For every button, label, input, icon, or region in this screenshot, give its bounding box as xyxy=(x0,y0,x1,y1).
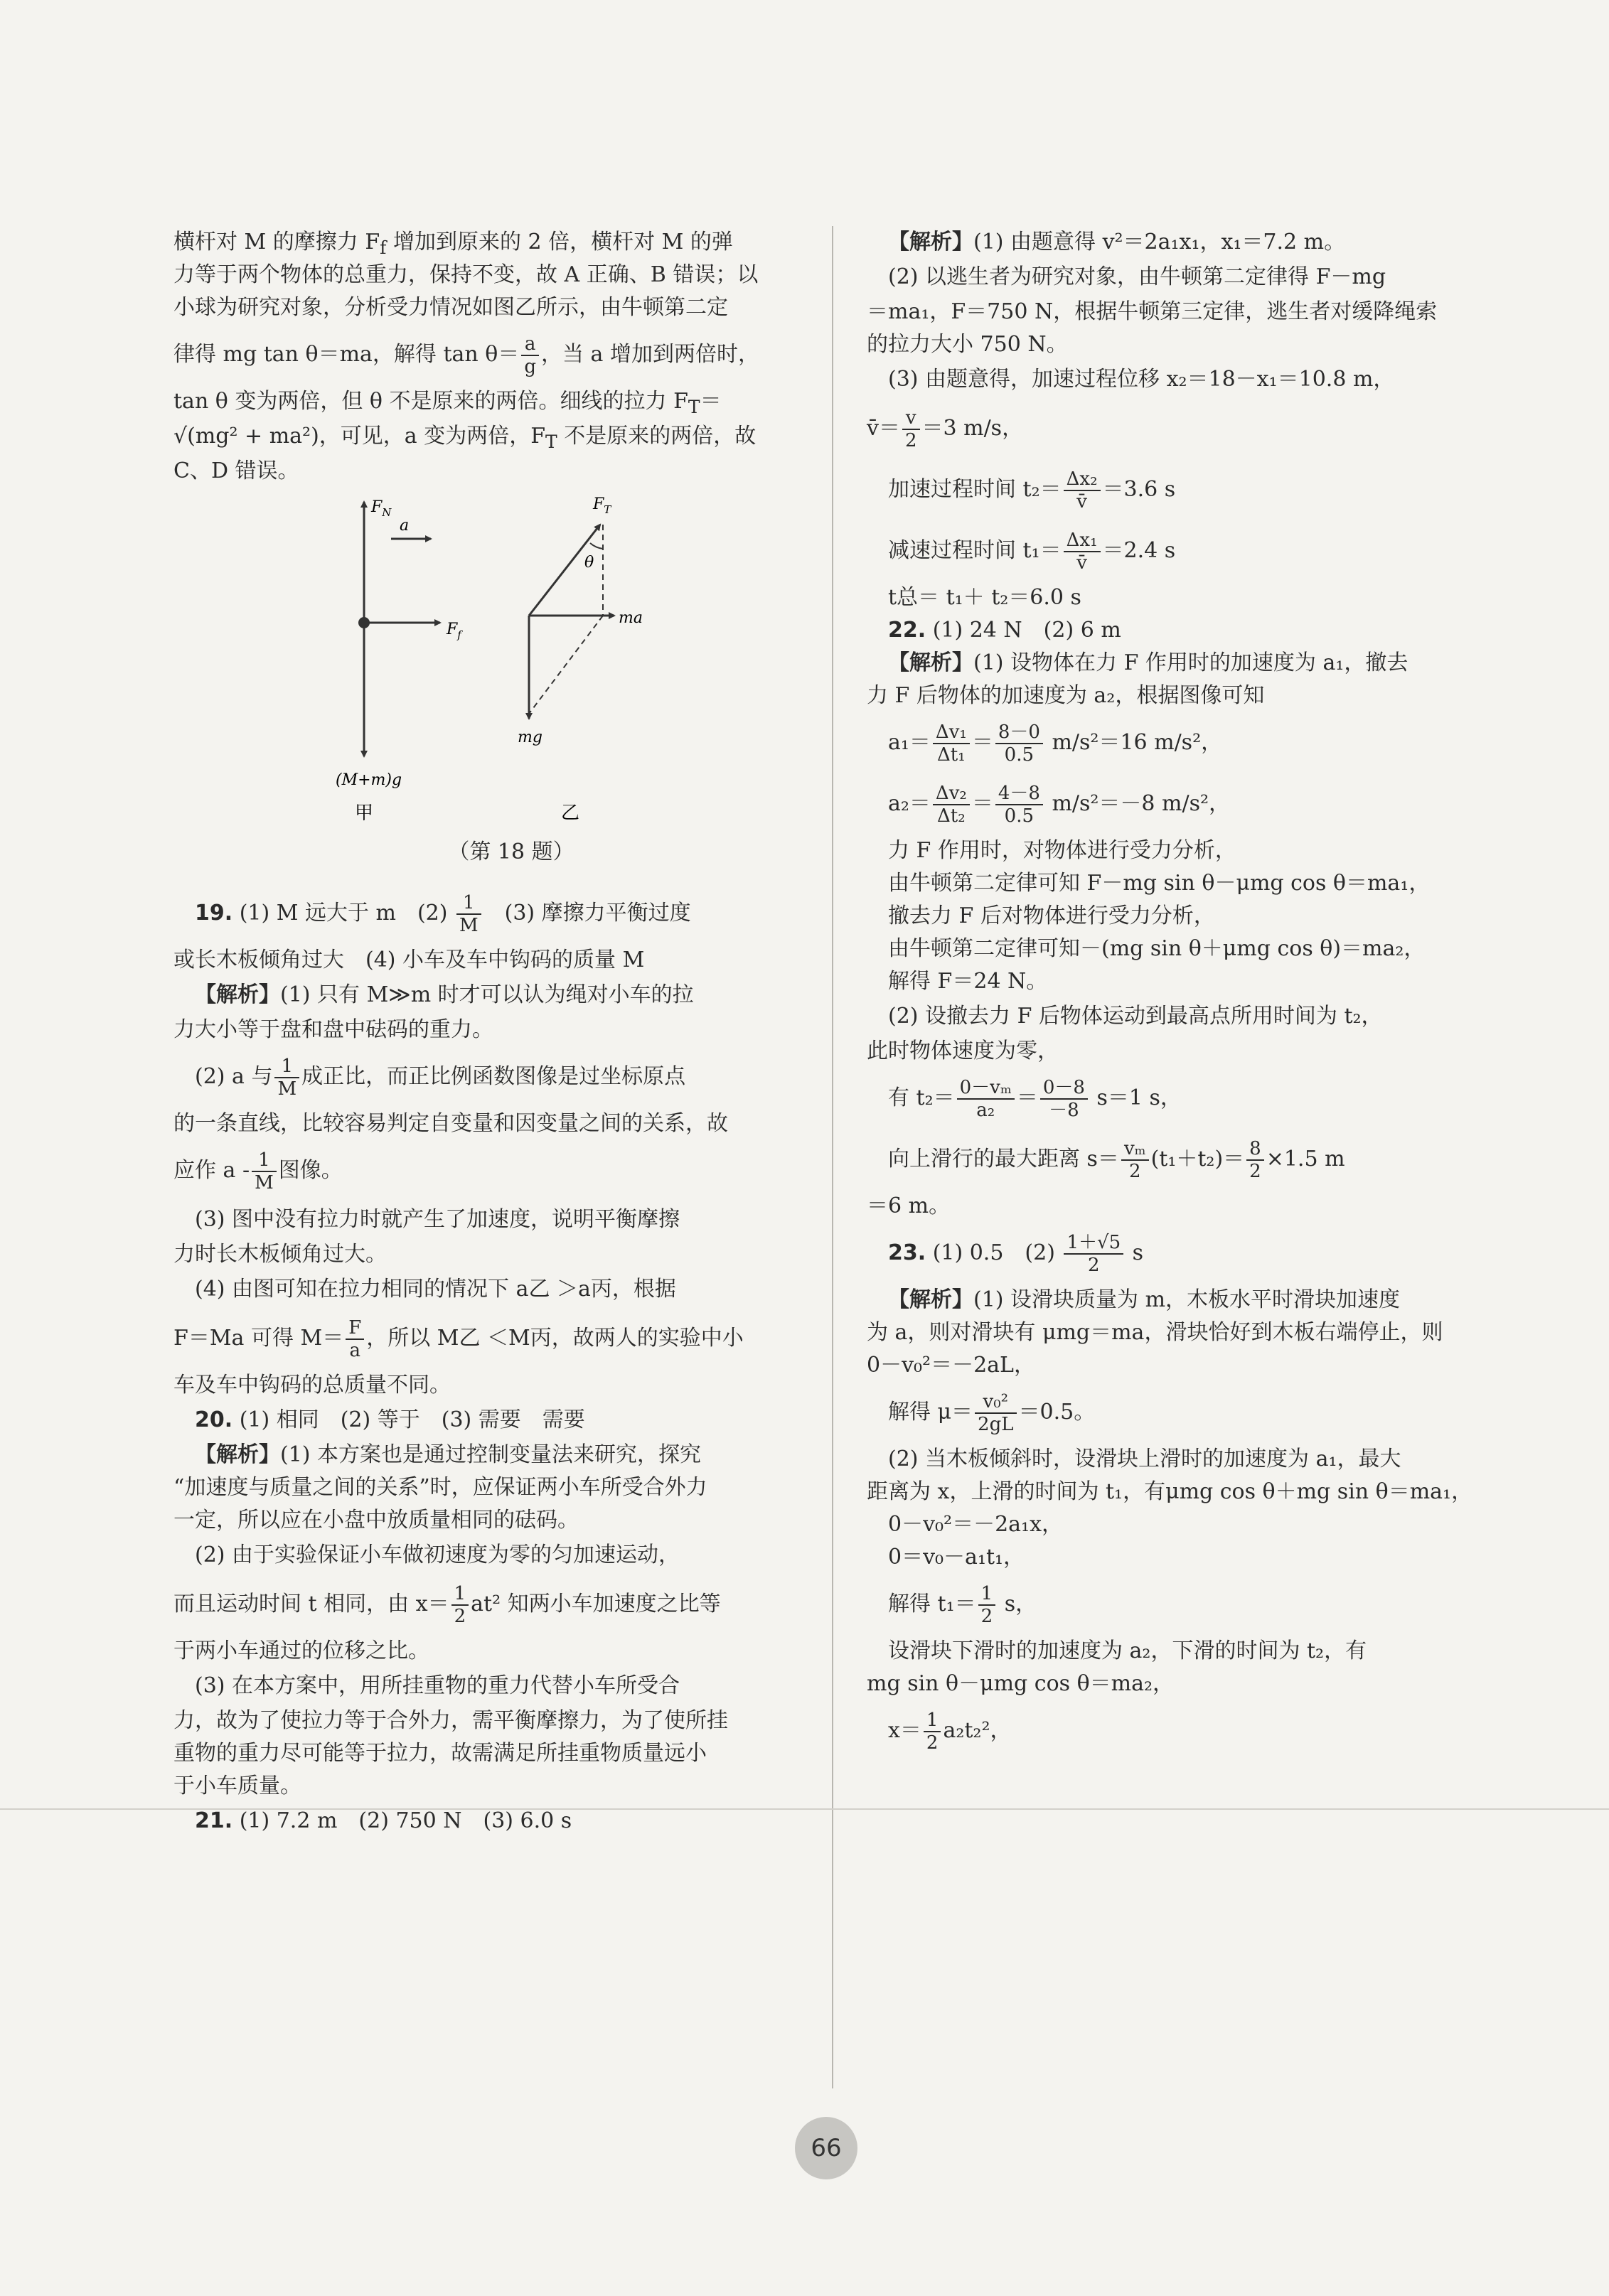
page-number: 66 xyxy=(795,2117,857,2179)
text-line: 车及车中钩码的总质量不同。 xyxy=(173,1373,451,1398)
text-line: x＝ $\frac{1}{2}$ a₂t₂²， xyxy=(888,1710,1012,1754)
text-line: “加速度与质量之间的关系”时，应保证两小车所受合外力 xyxy=(173,1475,707,1500)
fraction: $\frac{1}{2}$ xyxy=(451,1583,469,1627)
text-line: 的拉力大小 750 N。 xyxy=(867,332,1068,357)
label-weight: (M+m)g xyxy=(336,771,402,789)
fraction: $\frac{\text{Δv₂}}{\text{Δt₂}}$ xyxy=(933,783,970,827)
text-line: (2) 以逃生者为研究对象，由牛顿第二定律得 F－mg xyxy=(888,264,1386,289)
text-line: 律得 mg tan θ＝ma，解得 tan θ＝ $\frac{a}{g}$ ，当 a 增加到两倍时， xyxy=(173,333,759,377)
fraction: $\frac{\text{Δx₂}}{v̄}$ xyxy=(1064,468,1101,513)
text-line: 解得 t₁＝ $\frac{1}{2}$ s， xyxy=(888,1583,1037,1627)
text-line: t总＝ t₁＋ t₂＝6.0 s xyxy=(888,585,1081,610)
text-line: 此时物体速度为零， xyxy=(867,1039,1059,1063)
force-diagram xyxy=(173,488,806,836)
body-point xyxy=(358,617,370,628)
text-line: 0－v₀²＝－2a₁x， xyxy=(888,1512,1064,1537)
text-line: 【解析】(1) 只有 M≫m 时才可以认为绳对小车的拉 xyxy=(195,982,694,1007)
text-line: 应作 a - $\frac{1}{M}$ 图像。 xyxy=(173,1149,343,1193)
text-line: 而且运动时间 t 相同，由 x＝ $\frac{1}{2}$ at² 知两小车加速度之比等 xyxy=(173,1583,721,1627)
fraction: $\frac{v}{2}$ xyxy=(902,407,920,451)
fraction: $\frac{1}{M}$ xyxy=(252,1149,277,1193)
fraction: $\frac{1}{M}$ xyxy=(456,892,481,936)
fraction: $\frac{1}{2}$ xyxy=(924,1710,941,1754)
text-line: 向上滑行的最大距离 s＝ $\frac{\text{vₘ}}{2}$ (t₁＋t₂)＝ $\frac{8}{2}$ ×1.5 m xyxy=(888,1138,1345,1182)
text-line: (2) 由于实验保证小车做初速度为零的匀加速运动， xyxy=(195,1543,680,1567)
text-line: (3) 由题意得，加速过程位移 x₂＝18－x₁＝10.8 m， xyxy=(888,367,1395,392)
text-line: (2) 当木板倾斜时，设滑块上滑时的加速度为 a₁，最大 xyxy=(888,1447,1401,1471)
text-line: (3) 在本方案中，用所挂重物的重力代替小车所受合 xyxy=(195,1673,680,1698)
diagram-jia xyxy=(336,498,463,824)
answer-21: 21. (1) 7.2 m (2) 750 N (3) 6.0 s xyxy=(195,1808,572,1833)
text-line: 解得 F＝24 N。 xyxy=(888,969,1048,994)
text-line: 【解析】(1) 本方案也是通过控制变量法来研究，探究 xyxy=(195,1442,702,1467)
text-line: F＝Ma 可得 M＝ $\frac{F}{a}$ ，所以 M乙 ＜M丙，故两人的实验中小 xyxy=(173,1317,744,1361)
text-line: 由牛顿第二定律可知 F－mg sin θ－μmg cos θ＝ma₁， xyxy=(888,871,1431,896)
text-line: 距离为 x，上滑的时间为 t₁，有μmg cos θ＋mg sin θ＝ma₁， xyxy=(867,1479,1473,1504)
text-line: a₂＝ $\frac{\text{Δv₂}}{\text{Δt₂}}$ ＝ $\frac{4-8}{0.5}$ m/s²＝－8 m/s²， xyxy=(888,783,1231,827)
text-line: √(mg² + ma²)，可见，a 变为两倍，$F_T$ 不是原来的两倍，故 xyxy=(173,424,757,452)
text-line: 0－v₀²＝－2aL， xyxy=(867,1353,1035,1378)
fraction: $\frac{1+√5}{2}$ xyxy=(1064,1232,1123,1276)
text-line: 小球为研究对象，分析受力情况如图乙所示，由牛顿第二定 xyxy=(173,295,728,320)
text-line: 【解析】(1) 设滑块质量为 m，木板水平时滑块加速度 xyxy=(888,1287,1401,1312)
dashed-diagonal xyxy=(529,616,603,714)
left-column xyxy=(173,226,806,1840)
answer-20: 20. (1) 相同 (2) 等于 (3) 需要 需要 xyxy=(195,1407,585,1432)
text-line: 力 F 后物体的加速度为 a₂，根据图像可知 xyxy=(867,683,1265,708)
fraction: $\frac{\text{Δv₁}}{\text{Δt₁}}$ xyxy=(933,721,970,766)
text-line: ＝6 m。 xyxy=(867,1193,951,1218)
label-yi: 乙 xyxy=(560,803,580,824)
text-line: 或长木板倾角过大 (4) 小车及车中钩码的质量 M xyxy=(173,948,645,972)
text-line: 的一条直线，比较容易判定自变量和因变量之间的关系，故 xyxy=(173,1111,728,1136)
text-line: 重物的重力尽可能等于拉力，故需满足所挂重物质量远小 xyxy=(173,1741,707,1766)
text-line: 【解析】(1) 设物体在力 F 作用时的加速度为 a₁，撤去 xyxy=(888,650,1408,675)
text-line: 减速过程时间 t₁＝ $\frac{\text{Δx₁}}{v̄}$ ＝2.4 s xyxy=(888,530,1176,574)
text-line: C、D 错误。 xyxy=(173,458,299,483)
label-ma: ma xyxy=(619,609,643,627)
fraction: $\frac{1}{2}$ xyxy=(978,1583,996,1627)
theta-arc xyxy=(590,543,603,549)
text-line: 力时长木板倾角过大。 xyxy=(173,1242,387,1267)
text-line: 于两小车通过的位移之比。 xyxy=(173,1638,429,1663)
diagram-yi xyxy=(518,495,643,824)
fraction: $\frac{a}{g}$ xyxy=(521,333,539,377)
text-line: 于小车质量。 xyxy=(173,1774,301,1798)
text-line: ＝ma₁，F＝750 N，根据牛顿第三定律，逃生者对缓降绳索 xyxy=(867,299,1438,324)
answer-22: 22. (1) 24 N (2) 6 m xyxy=(888,618,1121,643)
fraction: $\frac{F}{a}$ xyxy=(346,1317,364,1361)
text-line: 力，故为了使拉力等于合外力，需平衡摩擦力，为了使所挂 xyxy=(173,1708,728,1733)
fraction: $\frac{\text{Δx₁}}{v̄}$ xyxy=(1064,530,1101,574)
fraction: $\frac{8}{2}$ xyxy=(1246,1138,1264,1182)
figure-caption: （第 18 题） xyxy=(448,839,574,864)
text-line: mg sin θ－μmg cos θ＝ma₂， xyxy=(867,1671,1174,1696)
fraction: $\frac{\text{v₀²}}{2gL}$ xyxy=(975,1391,1016,1435)
fraction: $\frac{0-8}{-8}$ xyxy=(1040,1077,1088,1121)
label-theta: θ xyxy=(584,554,594,572)
force-diagram-figure xyxy=(173,488,806,836)
fraction: $\frac{\text{0－vₘ}}{\text{a₂}}$ xyxy=(957,1077,1015,1121)
text-line: 力 F 作用时，对物体进行受力分析， xyxy=(888,838,1236,863)
label-ft: $F_T$ xyxy=(593,495,611,516)
label-jia: 甲 xyxy=(354,803,374,824)
text-line: 为 a，则对滑块有 μmg＝ma，滑块恰好到木板右端停止，则 xyxy=(867,1320,1443,1345)
text-line: tan θ 变为两倍，但 θ 不是原来的两倍。细线的拉力 $F_T=$ xyxy=(173,389,722,417)
text-line: 力等于两个物体的总重力，保持不变，故 A 正确、B 错误；以 xyxy=(173,262,759,287)
text-line: (2) 设撤去力 F 后物体运动到最高点所用时间为 t₂， xyxy=(888,1004,1383,1029)
text-line: 设滑块下滑时的加速度为 a₂，下滑的时间为 t₂，有 xyxy=(888,1638,1367,1663)
text-line: 加速过程时间 t₂＝ $\frac{\text{Δx₂}}{v̄}$ ＝3.6 s xyxy=(888,468,1176,513)
text-line: 力大小等于盘和盘中砝码的重力。 xyxy=(173,1017,493,1042)
label-a: a xyxy=(400,517,410,535)
answer-23: 23. (1) 0.5 (2) $\frac{1+√5}{2}$ s xyxy=(888,1232,1144,1276)
text-line: 解得 μ＝ $\frac{\text{v₀²}}{2gL}$ ＝0.5。 xyxy=(888,1391,1096,1435)
text-line: 由牛顿第二定律可知－(mg sin θ＋μmg cos θ)＝ma₂， xyxy=(888,936,1426,961)
fraction: $\frac{1}{M}$ xyxy=(274,1056,299,1100)
fraction: $\frac{4-8}{0.5}$ xyxy=(995,783,1043,827)
text-line: 【解析】(1) 由题意得 v²＝2a₁x₁，x₁＝7.2 m。 xyxy=(888,230,1346,254)
text-line: 0＝v₀－a₁t₁， xyxy=(888,1545,1025,1570)
text-line: 撤去力 F 后对物体进行受力分析， xyxy=(888,903,1215,928)
text-line: (3) 图中没有拉力时就产生了加速度，说明平衡摩擦 xyxy=(195,1207,680,1232)
text-line: (2) a 与 $\frac{1}{M}$ 成正比，而正比例函数图像是过坐标原点 xyxy=(195,1056,686,1100)
text-line: 有 t₂＝ $\frac{\text{0－vₘ}}{\text{a₂}}$ ＝ $\frac{0-8}{-8}$ s＝1 s， xyxy=(888,1077,1182,1121)
fraction: $\frac{\text{vₘ}}{2}$ xyxy=(1121,1138,1149,1182)
right-column xyxy=(867,226,1492,1761)
answer-19: 19. (1) M 远大于 m (2) $\frac{1}{M}$ (3) 摩擦力平衡过度 xyxy=(195,892,691,936)
label-ff: $F_f$ xyxy=(447,621,461,641)
fraction: $\frac{8-0}{0.5}$ xyxy=(995,721,1043,766)
text-line: 一定，所以应在小盘中放质量相同的砝码。 xyxy=(173,1508,579,1533)
label-mg: mg xyxy=(518,729,542,746)
text-line: a₁＝ $\frac{\text{Δv₁}}{\text{Δt₁}}$ ＝ $\frac{8-0}{0.5}$ m/s²＝16 m/s²， xyxy=(888,721,1223,766)
text-line: v̄＝ $\frac{v}{2}$ ＝3 m/s， xyxy=(867,407,1024,451)
text-line: 横杆对 M 的摩擦力 $F_f$ 增加到原来的 2 倍，横杆对 M 的弹 xyxy=(173,230,733,258)
label-fn: $F_N$ xyxy=(371,498,392,519)
text-line: (4) 由图可知在拉力相同的情况下 a乙 ＞a丙，根据 xyxy=(195,1277,676,1302)
